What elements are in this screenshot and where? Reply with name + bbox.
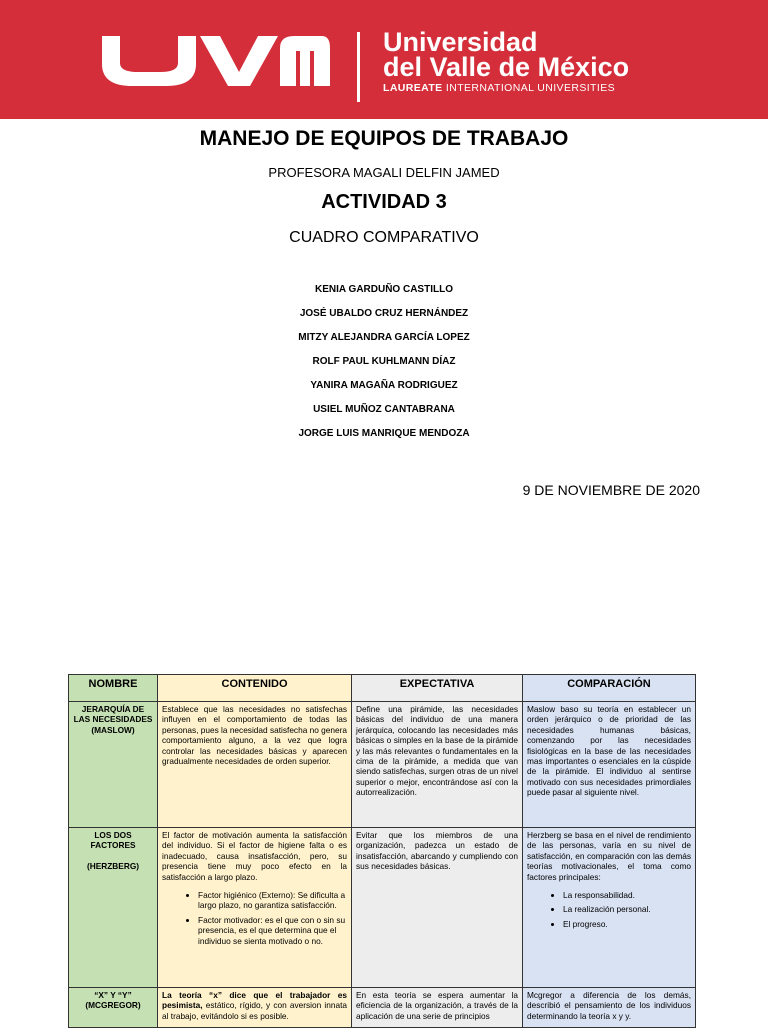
list-item: • El progreso.	[563, 919, 691, 929]
document-date: 9 DE NOVIEMBRE DE 2020	[522, 482, 700, 498]
activity-title: ACTIVIDAD 3	[321, 191, 447, 213]
uvm-logo-icon	[98, 36, 330, 86]
content-cell	[158, 828, 352, 988]
university-name-line1: Universidad	[383, 27, 538, 57]
row-name-cell	[69, 988, 158, 1028]
table-header-row	[69, 675, 696, 702]
principal-factors-list	[527, 890, 691, 929]
student-name: MITZY ALEJANDRA GARCÍA LOPEZ	[298, 332, 470, 343]
comparison-cell	[523, 828, 696, 988]
theory-author: (HERZBERG)	[86, 860, 140, 871]
table-row	[69, 828, 696, 988]
list-item: • La realización personal.	[563, 904, 691, 914]
university-banner	[0, 0, 768, 119]
laureate-bold: LAUREATE	[383, 82, 443, 94]
content-text: El factor de motivación aumenta la satisfacción del individuo. Si el factor de higiene falta o es inadecuado, causa insatisfacción, pero, su presencia tiene muy poco efecto en la satisfacción a largo plazo.	[162, 830, 347, 882]
row-name-cell	[69, 828, 158, 988]
content-cell: Establece que las necesidades no satisfechas influyen en el comportamiento de todas las personas, pues la necesidad satisfecha no genera comportamiento alguno, a la vez que logra controlar las necesidades básicas y aparecen gradualmente necesidades de orden superior.	[158, 702, 352, 828]
row-name-cell	[69, 702, 158, 828]
comparison-table	[68, 674, 696, 1028]
professor-name: PROFESORA MAGALI DELFIN JAMED	[268, 165, 500, 180]
student-name: ROLF PAUL KUHLMANN DÍAZ	[312, 356, 456, 367]
theory-name: “X” Y “Y”	[94, 990, 132, 1000]
theory-name: LOS DOS FACTORES	[90, 830, 136, 851]
list-item: • Factor higiénico (Externo): Se dificulta a largo plazo, no garantiza satisfacción.	[198, 890, 347, 911]
laureate-tagline	[383, 82, 615, 94]
student-name: YANIRA MAGAÑA RODRIGUEZ	[310, 380, 458, 391]
theory-author: (MCGREGOR)	[85, 1000, 141, 1011]
comparison-cell: Mcgregor a diferencia de los demás, describió el pensamiento de los individuos determinando la teoría x y y.	[523, 988, 696, 1028]
laureate-rest: INTERNATIONAL UNIVERSITIES	[442, 82, 616, 94]
logo-separator	[357, 32, 360, 102]
content-text: estático, rígido, y con aversion innata al trabajo, evitándolo si es posible.	[162, 1000, 347, 1021]
student-name: KENIA GARDUÑO CASTILLO	[315, 284, 453, 295]
comparison-cell: Maslow baso su teoría en establecer un orden jerárquico o de prioridad de las necesidades humanas básicas, comenzando por las necesidades fisiológicas en la base de las necesidades mas importantes o esenciales en la cúspide de la pirámide. El individuo al sentirse motivado con sus necesidades primordiales puede pasar al siguiente nivel.	[523, 702, 696, 828]
header-nombre: NOMBRE	[69, 675, 158, 702]
header-contenido: CONTENIDO	[158, 675, 352, 702]
content-cell	[158, 988, 352, 1028]
student-name: USIEL MUÑOZ CANTABRANA	[313, 404, 455, 415]
header-expectativa: EXPECTATIVA	[352, 675, 523, 702]
theory-author: (MASLOW)	[91, 724, 135, 735]
table-row	[69, 988, 696, 1028]
expectation-cell: Evitar que los miembros de una organización, padezca un estado de insatisfacción, abarcando y cumpliendo con sus necesidades básicas.	[352, 828, 523, 988]
student-name: JOSÉ UBALDO CRUZ HERNÁNDEZ	[299, 308, 469, 319]
document-subtitle: CUADRO COMPARATIVO	[289, 229, 479, 246]
list-item: • La responsabilidad.	[563, 890, 691, 900]
theory-name: JERARQUÍA DE LAS NECESIDADES	[73, 704, 153, 725]
table-row	[69, 702, 696, 828]
list-item: • Factor motivador: es el que con o sin su presencia, es el que determina que el individuo se sienta motivado o no.	[198, 915, 347, 946]
university-name-line2: del Valle de México	[383, 52, 630, 82]
factor-list	[162, 890, 347, 946]
student-list	[0, 283, 768, 451]
expectation-cell: En esta teoría se espera aumentar la eficiencia de la organización, a través de la aplicación de una serie de principios	[352, 988, 523, 1028]
student-name: JORGE LUIS MANRIQUE MENDOZA	[298, 428, 470, 439]
header-comparacion: COMPARACIÓN	[523, 675, 696, 702]
content-bold: La teoría “x” dice que el trabajador es pesimista,	[162, 990, 347, 1011]
expectation-cell: Define una pirámide, las necesidades básicas del individuo de una manera jerárquica, colocando las necesidades más básicas o simples en la base de la pirámide y las más relevantes o fundamentales en la cima de la pirámide, a medida que van siendo satisfechas, surgen otras de un nivel superior o mejor, encontrándose así con la autorrealización.	[352, 702, 523, 828]
document-title: MANEJO DE EQUIPOS DE TRABAJO	[199, 127, 569, 150]
comparison-text: Herzberg se basa en el nivel de rendimiento de las personas, varía en su nivel de satisfacción, en comparación con las demás teorías motivacionales, el toma como factores principales:	[527, 830, 691, 882]
